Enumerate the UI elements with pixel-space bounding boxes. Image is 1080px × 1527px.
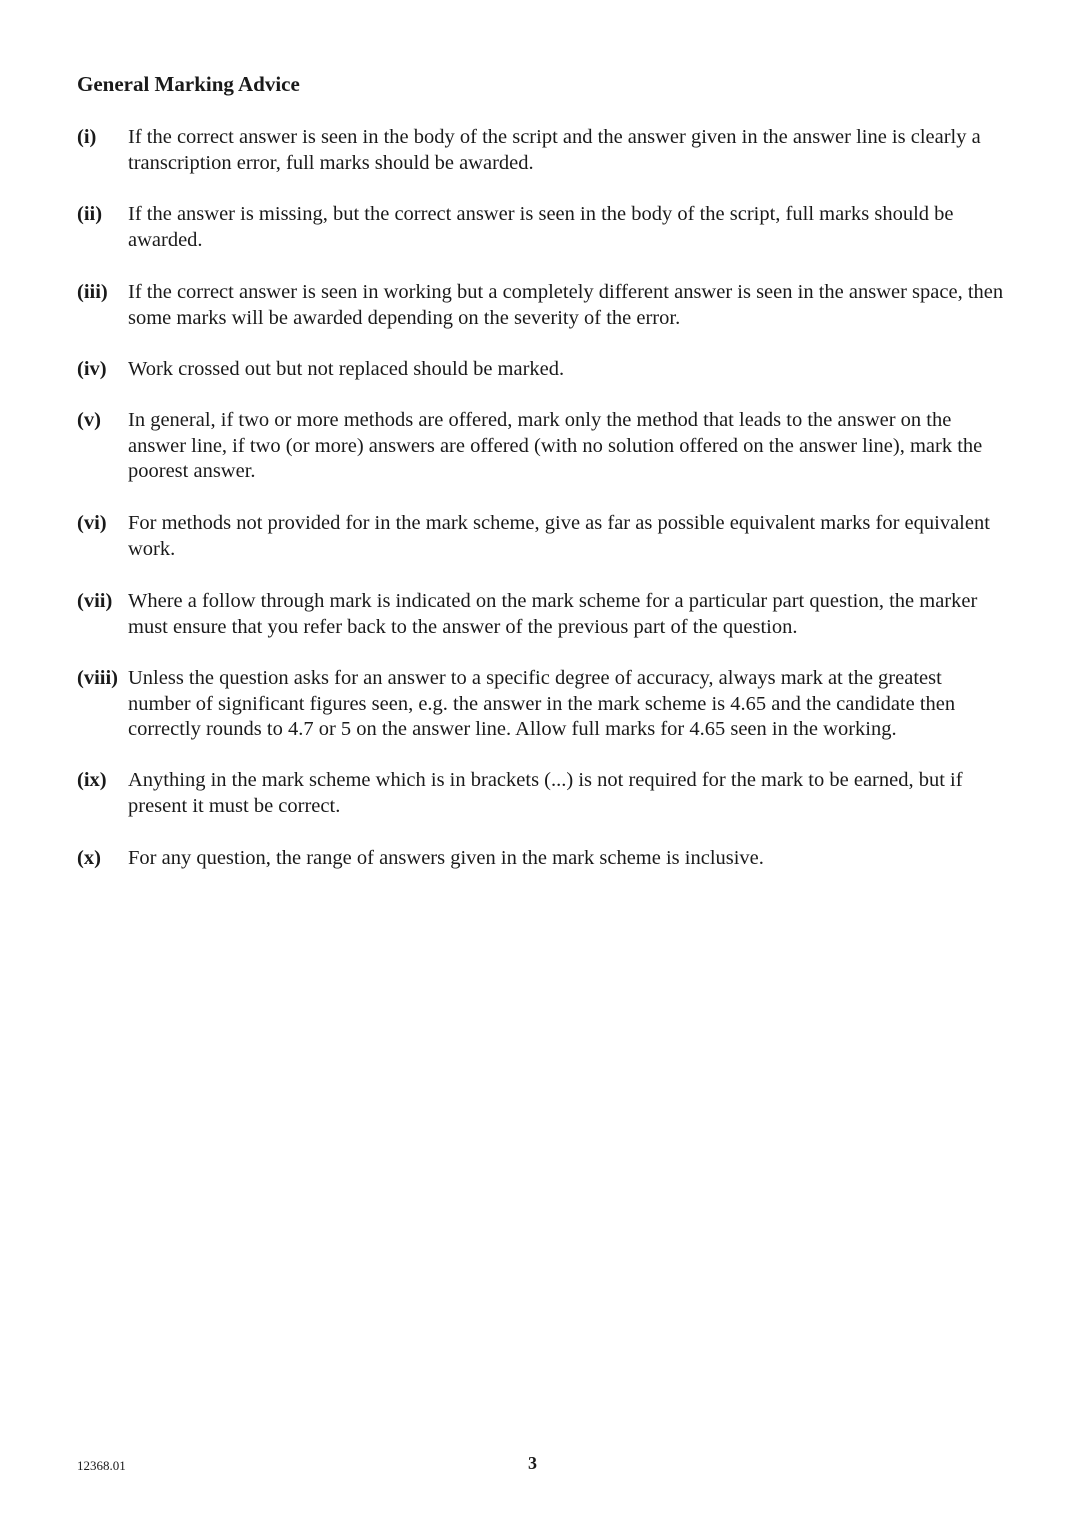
advice-item-iii bbox=[77, 280, 1007, 331]
item-number: (iii) bbox=[77, 281, 108, 303]
item-number: (iv) bbox=[77, 358, 107, 380]
advice-item-viii bbox=[77, 666, 1007, 743]
page-title: General Marking Advice bbox=[77, 72, 300, 96]
item-text: For any question, the range of answers given in the mark scheme is inclusive. bbox=[128, 847, 764, 869]
item-text: Where a follow through mark is indicated on the mark scheme for a particular part question, the marker must ensure that you refer back to the answer of the previous part of the question. bbox=[128, 590, 978, 638]
advice-item-iv bbox=[77, 357, 1007, 383]
item-number: (x) bbox=[77, 847, 101, 869]
item-number: (ii) bbox=[77, 203, 103, 225]
item-number: (vi) bbox=[77, 512, 107, 534]
item-text: Anything in the mark scheme which is in brackets (...) is not required for the mark to be earned, but if present it must be correct. bbox=[128, 769, 963, 817]
advice-item-i bbox=[77, 125, 1007, 176]
item-text: Unless the question asks for an answer to a specific degree of accuracy, always mark at the greatest number of significant figures seen, e.g. the answer in the mark scheme is 4.65 and the candidate then correctly rounds to 4.7 or 5 on the answer line. Allow full marks for 4.65 seen in the working. bbox=[128, 667, 956, 740]
item-number: (i) bbox=[77, 126, 97, 148]
advice-item-ix bbox=[77, 768, 1007, 819]
advice-item-vii bbox=[77, 589, 1007, 640]
item-text: If the correct answer is seen in working but a completely different answer is seen in the answer space, then some marks will be awarded depending on the severity of the error. bbox=[128, 281, 1004, 329]
advice-item-ii bbox=[77, 202, 1007, 253]
advice-item-vi bbox=[77, 511, 1007, 562]
item-number: (ix) bbox=[77, 769, 107, 791]
advice-item-v bbox=[77, 408, 1007, 485]
item-text: Work crossed out but not replaced should be marked. bbox=[128, 358, 565, 380]
document-code: 12368.01 bbox=[77, 1458, 126, 1473]
item-text: In general, if two or more methods are offered, mark only the method that leads to the answer on the answer line, if two (or more) answers are offered (with no solution offered on the answer line), mark the poorest answer. bbox=[128, 409, 983, 482]
item-text: If the answer is missing, but the correct answer is seen in the body of the script, full marks should be awarded. bbox=[128, 203, 954, 251]
item-text: If the correct answer is seen in the body of the script and the answer given in the answer line is clearly a transcription error, full marks should be awarded. bbox=[128, 126, 981, 174]
item-number: (viii) bbox=[77, 667, 118, 689]
page-number: 3 bbox=[528, 1453, 537, 1473]
item-number: (v) bbox=[77, 409, 101, 431]
item-text: For methods not provided for in the mark scheme, give as far as possible equivalent marks for equivalent work. bbox=[128, 512, 990, 560]
advice-item-x bbox=[77, 846, 1007, 872]
item-number: (vii) bbox=[77, 590, 113, 612]
